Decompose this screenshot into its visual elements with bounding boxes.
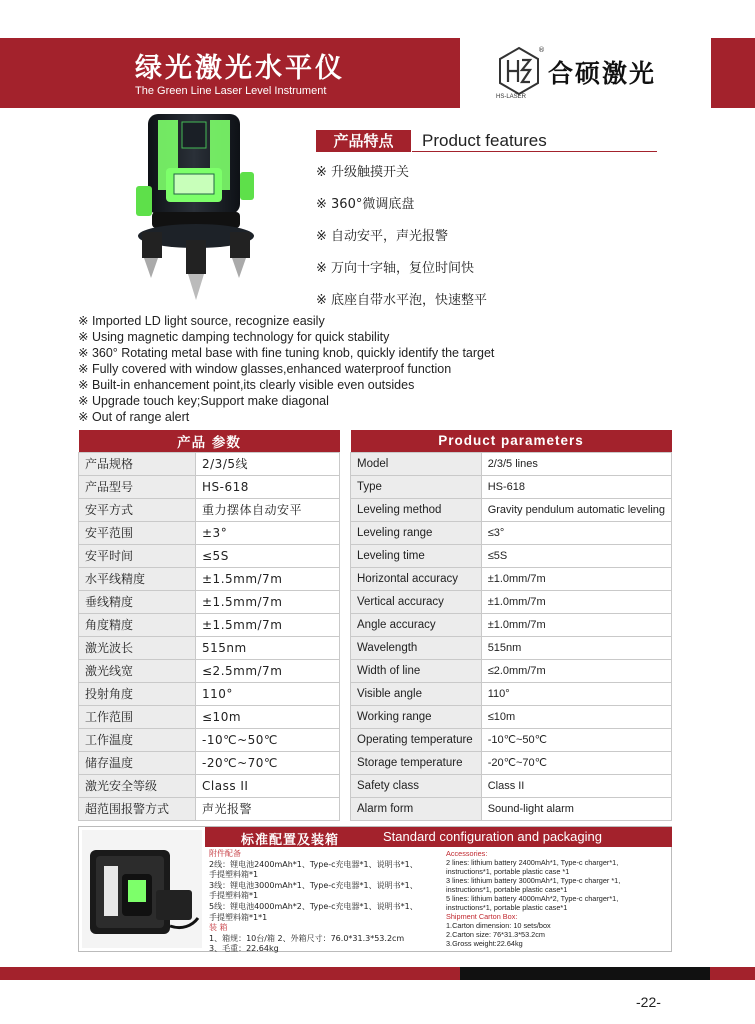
param-en-row <box>351 567 672 590</box>
page-title-cn: 绿光激光水平仪 <box>135 53 345 84</box>
page-number: -22- <box>636 994 661 1010</box>
param-cn-value: -20℃~70℃ <box>196 751 340 774</box>
param-en-value: 2/3/5 lines <box>481 452 671 475</box>
page-title-en: The Green Line Laser Level Instrument <box>135 85 327 97</box>
param-en-row <box>351 475 672 498</box>
param-en-row <box>351 659 672 682</box>
param-cn-label: 激光安全等级 <box>79 774 196 797</box>
param-cn-value: ≤10m <box>196 705 340 728</box>
param-en-row <box>351 452 672 475</box>
param-cn-label: 激光波长 <box>79 636 196 659</box>
header-band <box>0 38 755 108</box>
param-en-row <box>351 498 672 521</box>
param-en-value: ±1.0mm/7m <box>481 590 671 613</box>
param-en-label: Visible angle <box>351 682 482 705</box>
param-en-label: Type <box>351 475 482 498</box>
features-title-en: Product features <box>422 131 547 150</box>
feature-cn-item: ※ 底座自带水平泡，快速整平 <box>316 293 488 308</box>
param-cn-row <box>79 544 340 567</box>
params-table-cn <box>78 430 340 821</box>
param-en-label: Leveling time <box>351 544 482 567</box>
param-cn-value: ≤5S <box>196 544 340 567</box>
param-cn-label: 投射角度 <box>79 682 196 705</box>
footer-black-block <box>460 967 710 980</box>
packaging-cn-line: 1、箱规：10台/箱 2、外箱尺寸：76.0*31.3*53.2cm <box>209 933 405 943</box>
param-cn-label: 安平方式 <box>79 498 196 521</box>
packaging-en-line: instructions*1, portable plastic case*1 <box>446 903 568 912</box>
param-cn-row <box>79 636 340 659</box>
features-title-cn: 产品特点 <box>316 130 411 152</box>
param-en-label: Operating temperature <box>351 728 482 751</box>
param-en-row <box>351 774 672 797</box>
param-cn-value: 515nm <box>196 636 340 659</box>
param-cn-value: Class II <box>196 774 340 797</box>
param-en-value: ≤2.0mm/7m <box>481 659 671 682</box>
param-cn-value: ±1.5mm/7m <box>196 567 340 590</box>
param-cn-label: 安平范围 <box>79 521 196 544</box>
packaging-cn-line: 装 箱 <box>209 923 228 933</box>
packaging-en-line: 2 lines: lithium battery 2400mAh*1, Type-c charger*1, <box>446 858 619 867</box>
packaging-cn-line: 3、毛重：22.64kg <box>209 944 279 954</box>
laser-level-product-image <box>128 108 276 308</box>
brand-name: 合硕激光 <box>548 59 657 88</box>
feature-cn-item: ※ 升级触摸开关 <box>316 165 410 180</box>
param-en-value: HS-618 <box>481 475 671 498</box>
param-en-value: Sound-light alarm <box>481 797 671 820</box>
packaging-cn-line: 手提塑料箱*1 <box>209 870 259 880</box>
packaging-section <box>78 826 672 952</box>
param-cn-row <box>79 774 340 797</box>
param-en-row <box>351 705 672 728</box>
param-cn-label: 工作温度 <box>79 728 196 751</box>
feature-en-item: ※ Using magnetic damping technology for quick stability <box>78 330 390 344</box>
packaging-en-line: instructions*1, portable plastic case *1 <box>446 867 570 876</box>
param-cn-row <box>79 521 340 544</box>
param-cn-label: 激光线宽 <box>79 659 196 682</box>
packaging-en-text <box>446 849 671 948</box>
param-cn-row <box>79 590 340 613</box>
param-en-label: Working range <box>351 705 482 728</box>
feature-cn-item: ※ 自动安平，声光报警 <box>316 229 449 244</box>
param-cn-value: -10℃~50℃ <box>196 728 340 751</box>
features-cn-list <box>316 163 487 323</box>
param-en-value: ±1.0mm/7m <box>481 567 671 590</box>
param-en-label: Model <box>351 452 482 475</box>
param-cn-row <box>79 728 340 751</box>
param-en-value: Class II <box>481 774 671 797</box>
feature-en-item: ※ Fully covered with window glasses,enhanced waterproof function <box>78 362 452 376</box>
param-cn-value: HS-618 <box>196 475 340 498</box>
packaging-cn-line: 附件配备 <box>209 849 241 858</box>
param-en-value: 515nm <box>481 636 671 659</box>
param-en-row <box>351 544 672 567</box>
param-en-value: -10℃~50℃ <box>481 728 671 751</box>
param-cn-value: ±1.5mm/7m <box>196 590 340 613</box>
packaging-en-line: 2.Carton size: 76*31.3*53.2cm <box>446 930 545 939</box>
packaging-cn-line: 5线：锂电池4000mAh*2、Type-c充电器*1、说明书*1、 <box>209 901 418 911</box>
param-cn-value: 重力摆体自动安平 <box>196 498 340 521</box>
param-cn-label: 储存温度 <box>79 751 196 774</box>
param-cn-row <box>79 797 340 820</box>
header-red-edge <box>711 38 755 108</box>
param-en-label: Width of line <box>351 659 482 682</box>
param-en-value: ≤10m <box>481 705 671 728</box>
packaging-en-line: instructions*1, portable plastic case*1 <box>446 885 568 894</box>
features-en-list <box>78 313 494 425</box>
params-cn-body <box>79 452 340 820</box>
param-cn-row <box>79 705 340 728</box>
param-cn-value: 声光报警 <box>196 797 340 820</box>
param-en-row <box>351 613 672 636</box>
packaging-cn-line: 3线：锂电池3000mAh*1、Type-c充电器*1、说明书*1、 <box>209 880 418 890</box>
param-en-value: ≤5S <box>481 544 671 567</box>
param-en-value: ±1.0mm/7m <box>481 613 671 636</box>
params-cn-title: 产品 参数 <box>79 430 340 452</box>
param-en-value: ≤3° <box>481 521 671 544</box>
packaging-title-en: Standard configuration and packaging <box>383 829 602 844</box>
param-en-row <box>351 590 672 613</box>
params-table-en <box>350 430 672 821</box>
param-cn-row <box>79 659 340 682</box>
feature-en-item: ※ Built-in enhancement point,its clearly visible even outsides <box>78 378 415 392</box>
param-en-label: Alarm form <box>351 797 482 820</box>
param-cn-value: ±3° <box>196 521 340 544</box>
param-cn-row <box>79 613 340 636</box>
param-cn-label: 产品型号 <box>79 475 196 498</box>
footer-red-edge <box>710 967 755 980</box>
param-cn-value: ±1.5mm/7m <box>196 613 340 636</box>
features-underline <box>412 151 657 152</box>
param-en-label: Safety class <box>351 774 482 797</box>
feature-cn-item: ※ 万向十字轴，复位时间快 <box>316 261 475 276</box>
param-cn-label: 安平时间 <box>79 544 196 567</box>
param-cn-label: 工作范围 <box>79 705 196 728</box>
params-en-title: Product parameters <box>351 430 672 452</box>
packaging-cn-line: 手提塑料箱*1 <box>209 891 259 901</box>
param-en-row <box>351 636 672 659</box>
brand-logo-icon <box>498 46 540 96</box>
packaging-case-image <box>82 830 202 948</box>
feature-en-item: ※ 360° Rotating metal base with fine tuning knob, quickly identify the target <box>78 346 495 360</box>
param-en-label: Vertical accuracy <box>351 590 482 613</box>
param-en-label: Wavelength <box>351 636 482 659</box>
param-cn-label: 产品规格 <box>79 452 196 475</box>
brand-sub-label: HS-LASER <box>496 94 527 100</box>
param-en-value: 110° <box>481 682 671 705</box>
param-en-label: Leveling method <box>351 498 482 521</box>
param-en-label: Leveling range <box>351 521 482 544</box>
param-en-row <box>351 521 672 544</box>
packaging-cn-text <box>209 849 441 955</box>
feature-en-item: ※ Out of range alert <box>78 410 190 424</box>
packaging-en-line: 3.Gross weight:22.64kg <box>446 939 523 948</box>
param-cn-row <box>79 452 340 475</box>
param-en-label: Horizontal accuracy <box>351 567 482 590</box>
param-cn-value: 2/3/5线 <box>196 452 340 475</box>
param-cn-row <box>79 498 340 521</box>
packaging-en-line: 1.Carton dimension: 10 sets/box <box>446 921 551 930</box>
packaging-cn-line: 手提塑料箱*1*1 <box>209 912 268 922</box>
param-cn-row <box>79 475 340 498</box>
feature-en-item: ※ Upgrade touch key;Support make diagonal <box>78 394 329 408</box>
footer-band <box>0 967 755 980</box>
param-en-value: Gravity pendulum automatic leveling <box>481 498 671 521</box>
param-en-row <box>351 797 672 820</box>
param-cn-value: ≤2.5mm/7m <box>196 659 340 682</box>
param-cn-label: 水平线精度 <box>79 567 196 590</box>
param-en-row <box>351 682 672 705</box>
param-cn-label: 垂线精度 <box>79 590 196 613</box>
params-en-body <box>351 452 672 820</box>
param-cn-label: 超范围报警方式 <box>79 797 196 820</box>
packaging-en-line: Shipment Carton Box: <box>446 912 518 921</box>
feature-en-item: ※ Imported LD light source, recognize easily <box>78 314 325 328</box>
feature-cn-item: ※ 360°微调底盘 <box>316 197 415 212</box>
param-en-row <box>351 728 672 751</box>
param-cn-row <box>79 682 340 705</box>
packaging-cn-line: 2线：锂电池2400mAh*1、Type-c充电器*1、说明书*1、 <box>209 859 418 869</box>
param-en-row <box>351 751 672 774</box>
param-cn-row <box>79 567 340 590</box>
param-cn-row <box>79 751 340 774</box>
packaging-title-cn: 标准配置及装箱 <box>241 833 340 848</box>
param-en-label: Storage temperature <box>351 751 482 774</box>
param-en-value: -20℃~70℃ <box>481 751 671 774</box>
trademark-mark: ® <box>538 46 545 54</box>
packaging-en-line: 3 lines: lithium battery 3000mAh*1, Type-c charger *1, <box>446 876 621 885</box>
packaging-en-line: Accessories: <box>446 849 488 858</box>
packaging-header <box>205 827 672 847</box>
packaging-en-line: 5 lines: lithium battery 4000mAh*2, Type-c charger*1, <box>446 894 619 903</box>
param-cn-value: 110° <box>196 682 340 705</box>
param-en-label: Angle accuracy <box>351 613 482 636</box>
param-cn-label: 角度精度 <box>79 613 196 636</box>
footer-red-block <box>0 967 460 980</box>
